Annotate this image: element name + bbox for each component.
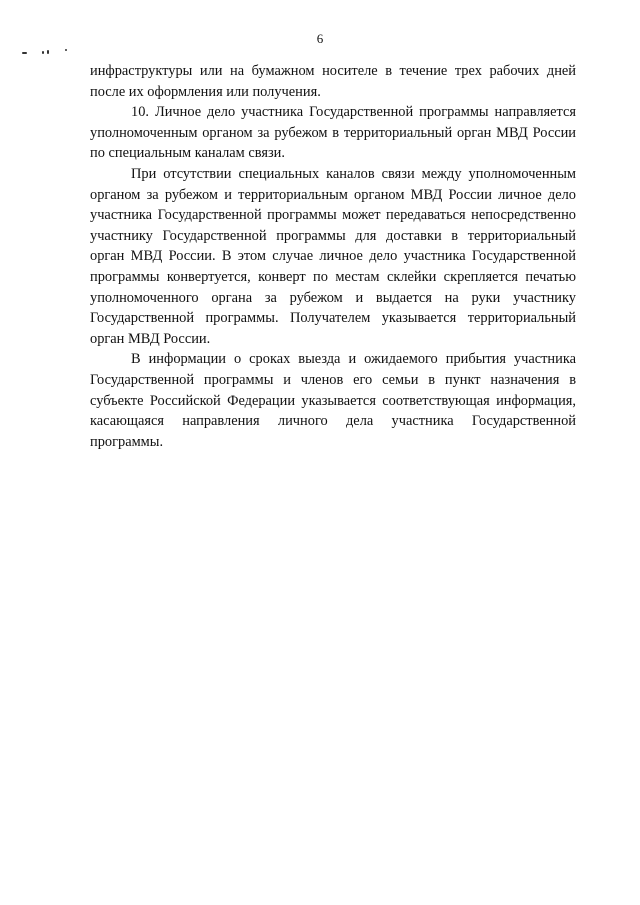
page-number: 6 bbox=[316, 31, 324, 46]
paragraph-no-special-channels: При отсутствии специальных каналов связи между уполномоченным органом за рубежом и территориальным органом МВД России личное дело участника Государственной программы может передаваться непосредственно участнику Государственной программы для доставки в территориальный орган МВД России. В этом случае личное дело участника Государственной программы конвертуется, конверт по местам склейки скрепляется печатью уполномоченного органа за рубежом и выдается на руки участнику Государственной программы. Получателем указывается территориальный орган МВД России. bbox=[90, 165, 576, 347]
paragraph-departure-info: В информации о сроках выезда и ожидаемого прибытия участника Государственной программы и членов его семьи в пункт назначения в субъекте Российской Федерации указывается соответствующая информация, касающаяся направления личного дела участника Государственной программы. bbox=[90, 351, 576, 450]
document-body bbox=[90, 61, 576, 452]
paragraph-item-10: 10. Личное дело участника Государственной программы направляется уполномоченным органом за рубежом в территориальный орган МВД России по специальным каналам связи. bbox=[90, 104, 576, 162]
paragraph-continuation: инфраструктуры или на бумажном носителе в течение трех рабочих дней после их оформления или получения. bbox=[90, 63, 576, 100]
